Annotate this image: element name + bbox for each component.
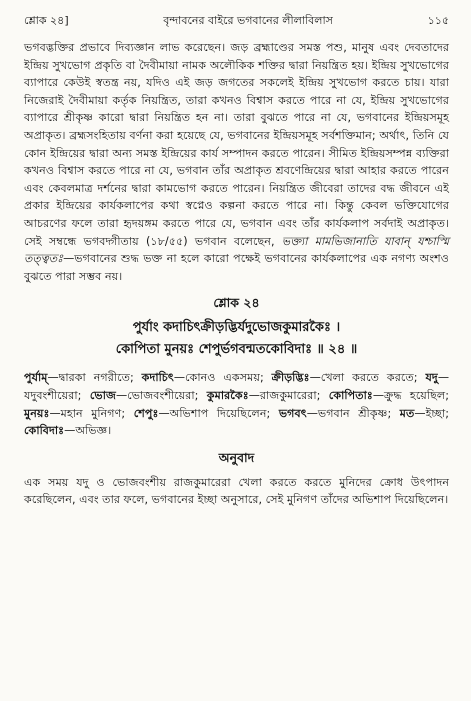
synonym-word: কুমারকৈঃ — [206, 388, 249, 402]
synonym-word: কোবিদাঃ — [24, 424, 65, 438]
synonym-meaning: —মহান মুনিগণ; — [49, 406, 134, 420]
synonym-meaning: —ক্রুদ্ধ হয়েছিল; — [372, 388, 449, 402]
synonym-word: মুনয়ঃ — [24, 406, 50, 420]
synonym-word: ভগবৎ — [278, 406, 307, 420]
verse-heading: শ্লোক ২৪ — [213, 295, 260, 311]
verse-line-1: পুর্যাং কদাচিৎক্রীড়দ্ভির্যদুভোজকুমারকৈঃ । — [132, 320, 341, 336]
running-header — [24, 12, 449, 31]
translation-text: এক সময় যদু ও ভোজবংশীয় রাজকুমারেরা খেলা করতে করতে মুনিদের ক্রোধ উৎপাদন করেছিলেন, এবং তার ফলে, ভগবানের ইচ্ছা অনুসারে, সেই মুনিগণ তাঁদের অভিশাপ দিয়েছিলেন। — [24, 475, 449, 507]
synonym-word: শেপুঃ — [133, 406, 159, 420]
synonym-meaning: —অভিজ্ঞ। — [64, 424, 112, 438]
purport-paragraph — [24, 39, 449, 285]
verse-line-2: কোপিতা মুনয়ঃ শেপুর্ভগবন্মতকোবিদাঃ ॥ ২৪ ॥ — [115, 342, 358, 358]
synonym-word: ভোজ — [89, 388, 116, 402]
synonym-meaning: —রাজকুমারেরা; — [248, 388, 329, 402]
verse-reference: শ্লোক ২৪] — [24, 14, 69, 27]
synonyms — [24, 369, 449, 439]
sanskrit-verse — [24, 317, 449, 361]
synonym-meaning: —যদুবংশীয়েরা; — [24, 371, 449, 402]
synonym-word: কোপিতাঃ — [328, 388, 373, 402]
synonym-meaning: —ইচ্ছা; — [414, 406, 449, 420]
synonym-meaning: —দ্বারকা নগরীতে; — [47, 371, 142, 385]
gita-quote: ভক্ত্যা মামভিজানাতি যাবান্ যশ্চাস্মি তত্ত্বতঃ — [24, 234, 449, 266]
synonym-word: কদাচিৎ — [141, 371, 174, 385]
purport-text-end: —ভগবানের শুদ্ধ ভক্ত না হলে কারো পক্ষেই ভগবানের কার্যকলাপের এক নগণ্য অংশও বুঝতে পারা সম্ভব নয়। — [24, 252, 449, 283]
page-number: ১১৫ — [427, 14, 449, 27]
chapter-title: বৃন্দাবনের বাইরে ভগবানের লীলাবিলাস — [163, 14, 333, 27]
synonym-meaning: —ভগবান শ্রীকৃষ্ণ; — [306, 406, 400, 420]
synonym-word: পুর্যাম্ — [24, 371, 48, 385]
synonym-word: যদু — [425, 371, 438, 385]
translation-heading: অনুবাদ — [218, 449, 255, 465]
synonym-meaning: —অভিশাপ দিয়েছিলেন; — [158, 406, 279, 420]
synonym-meaning: —কোনও একসময়; — [173, 371, 272, 385]
synonym-meaning: —খেলা করতে করতে; — [309, 371, 426, 385]
synonym-word: ক্রীড়দ্ভিঃ — [271, 371, 310, 385]
synonym-meaning: —ভোজবংশীয়েরা; — [115, 388, 207, 402]
purport-text: ভগবদ্ভক্তির প্রভাবে দিব্যজ্ঞান লাভ করেছেন। জড় ব্রহ্মাণ্ডের সমস্ত পশু, মানুষ এবং দেবতাদের ইন্দ্রিয় সুখভোগ প্রকৃতি বা দৈবীমায়া নামক অলৌকিক শক্তির দ্বারা নিয়ন্ত্রিত হয়। ইন্দ্রিয় সুখভোগের ব্যাপারে কেউই স্বতন্ত্র নয়, যদিও এই জড় জগতের সকলেই ইন্দ্রিয় সুখভোগ করতে চায়। যারা নিজেরাই দৈবীমায়া কর্তৃক নিয়ন্ত্রিত, তারা কখনও বিশ্বাস করতে পারে না যে, ইন্দ্রিয় সুখভোগের ব্যাপারে শ্রীকৃষ্ণ কারো দ্বারা নিয়ন্ত্রিত হন না। তারা বুঝতে পারে না যে, ভগবানের ইন্দ্রিয়সমূহ অপ্রাকৃত। ব্রহ্মসংহিতায় বর্ণনা করা হয়েছে যে, ভগবানের ইন্দ্রিয়সমূহ সর্বশক্তিমান; অর্থাৎ, তিনি যে কোন ইন্দ্রিয়ের দ্বারা অন্য সমস্ত ইন্দ্রিয়ের কার্য সম্পাদন করতে পারেন। সীমিত ইন্দ্রিয়সম্পন্ন ব্যক্তিরা কখনও বিশ্বাস করতে পারে না যে, ভগবান তাঁর অপ্রাকৃত শ্রবণেন্দ্রিয়ের দ্বারা আহার করতে পারেন এবং কেবলমাত্র দর্শনের দ্বারা কামভোগ করতে পারেন। নিয়ন্ত্রিত জীবেরা তাদের বদ্ধ জীবনে এই প্রকার ইন্দ্রিয়ের কার্যকলাপের কথা স্বপ্নেও কল্পনা করতে পারে না। কিন্তু কেবল ভক্তিযোগের আচরণের ফলে তারা হৃদয়ঙ্গম করতে পারে যে, ভগবান এবং তাঁর কার্যকলাপ সর্বদাই অপ্রাকৃত। সেই সম্বন্ধে ভগবদ্গীতায় (১৮/৫৫) ভগবান বলেছেন, — [24, 41, 449, 248]
synonym-word: মত — [399, 406, 415, 420]
